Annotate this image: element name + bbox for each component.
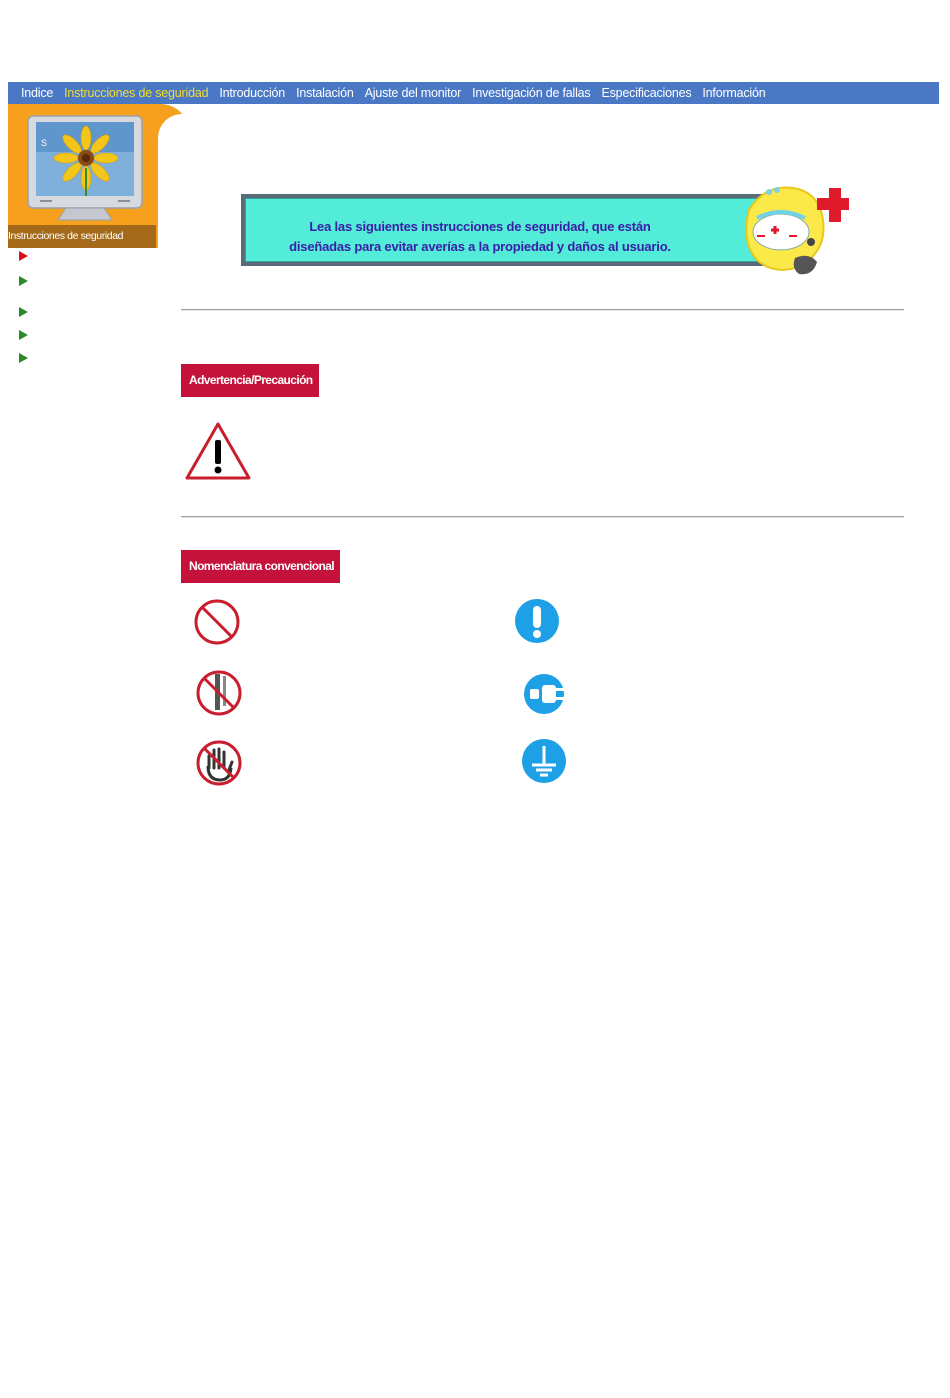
nav-item-instrucciones-de-seguridad[interactable]: Instrucciones de seguridad [64, 86, 209, 100]
unplug-icon [522, 670, 570, 718]
svg-text:S: S [41, 138, 48, 148]
important-icon [514, 598, 560, 644]
sidebar-arrow-link[interactable] [19, 353, 28, 363]
nav-item-introduccion[interactable]: Introducción [219, 86, 286, 100]
header-caption: Instrucciones de seguridad [8, 225, 156, 248]
do-not-touch-icon [194, 738, 244, 788]
sidebar-arrow-link[interactable] [19, 330, 28, 340]
divider [181, 309, 904, 311]
warning-section-label: Advertencia/Precaución [181, 364, 319, 397]
nav-item-informacion[interactable]: Información [702, 86, 766, 100]
sidebar-arrow-link[interactable] [19, 276, 28, 286]
sidebar-arrow-link[interactable] [19, 307, 28, 317]
nav-item-instalacion[interactable]: Instalación [296, 86, 354, 100]
nomenclature-section-label: Nomenclatura convencional [181, 550, 340, 583]
no-disassemble-icon [195, 668, 243, 718]
nav-item-ajuste-del-monitor[interactable]: Ajuste del monitor [364, 86, 462, 100]
warning-triangle-icon [183, 420, 253, 482]
divider [181, 516, 904, 518]
ground-icon [521, 738, 567, 784]
first-aid-mascot-icon [735, 180, 850, 280]
nav-item-especificaciones[interactable]: Especificaciones [601, 86, 692, 100]
banner-line-2: diseñadas para evitar averías a la propiedad y daños al usuario. [289, 239, 671, 254]
intro-banner [241, 194, 771, 266]
sidebar-arrow-current[interactable] [19, 251, 28, 261]
header-corner-cutout [158, 114, 198, 248]
section-header-block [8, 104, 190, 248]
top-navigation [8, 82, 939, 104]
monitor-illustration [26, 114, 144, 222]
prohibited-icon [193, 598, 241, 646]
banner-text [260, 217, 700, 257]
banner-line-1: Lea las siguientes instrucciones de seguridad, que están [309, 219, 651, 234]
banner-panel [245, 198, 767, 262]
nav-item-investigacion-de-fallas[interactable]: Investigación de fallas [472, 86, 591, 100]
nav-item-indice[interactable]: Indice [21, 86, 54, 100]
